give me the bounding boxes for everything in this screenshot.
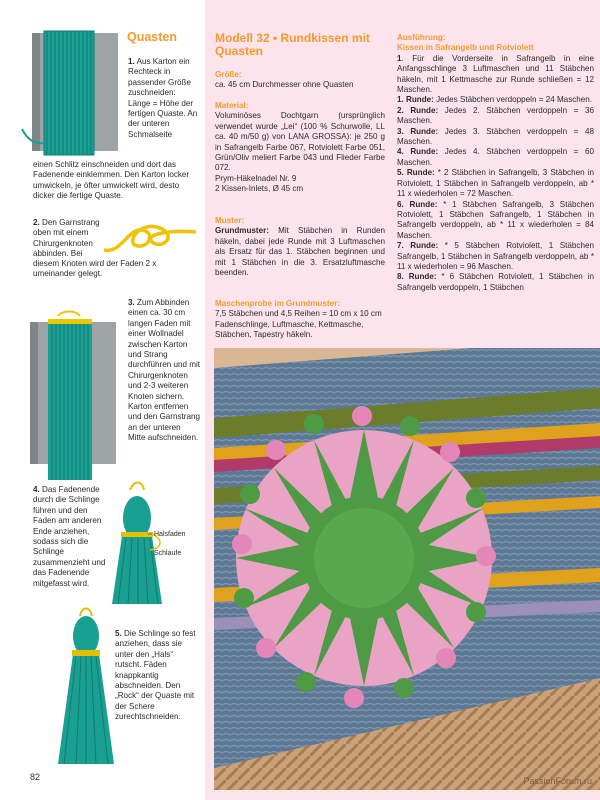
tassel-loop-illustration bbox=[112, 478, 202, 608]
model-title: Modell 32 • Rundkissen mit Quasten bbox=[215, 31, 370, 58]
gauge-section: Maschenprobe im Grundmuster: 7,5 Stäbchen und 4,5 Reihen = 10 cm x 10 cm Fadenschlinge, Luftmasche, Kettmasche, Stäbchen, Tapestry häkeln. bbox=[215, 299, 382, 340]
label-schlaufe: Schlaufe bbox=[154, 550, 182, 557]
step-2-text-b: diesem Knoten wird der Faden 2 x umeinander gelegt. bbox=[33, 259, 157, 279]
step-1-text-a: 1. Aus Karton ein Rechteck in passender Größe zuschneiden: Länge = Höhe der fertigen Quaste. An der unteren Schmalseite bbox=[128, 57, 198, 139]
step-1-text-b: einen Schlitz einschneiden und dort das Fadenende einklemmen. Den Karton locker umwickeln, je öfter umwickelt wird, desto dicker die fertige Quaste. bbox=[33, 160, 190, 201]
finished-tassel-illustration bbox=[56, 606, 116, 766]
material-section: Material: Voluminöses Dochtgarn (ursprünglich verwendet wurde „Lei“ (100 % Schurwolle, LL ca. 40 m/50 g) von LANA GROSSA): je 250 g in Safrangelb Farbe 067, Rotviolett Farbe 051, Grün/Oliv meliert Farbe 043 und Flieder Farbe 072. Prym-Häkelnadel Nr. 9 2 Kissen-Inlets, Ø 45 cm bbox=[215, 101, 385, 194]
watermark: PassionForum.ru bbox=[523, 776, 592, 786]
knot-illustration bbox=[100, 210, 200, 260]
tassel-heading: Quasten bbox=[127, 30, 178, 44]
tassel-illustration-cardboard bbox=[0, 25, 122, 170]
tied-strand-illustration bbox=[0, 292, 122, 487]
step-2-text-a: 2. Den Garnstrang oben mit einem Chirurgenknoten abbinden. Bei bbox=[33, 218, 100, 259]
page-number: 82 bbox=[30, 772, 41, 782]
step-5-text: 5. Die Schlinge so fest anziehen, dass sie unter den „Hals“ rutscht. Fäden knappkantig abschneiden. Den „Rock“ der Quaste mit der Schere zurechtschneiden. bbox=[115, 629, 196, 722]
size-section: Größe: ca. 45 cm Durchmesser ohne Quasten bbox=[215, 70, 354, 90]
label-halsfaden: Halsfaden bbox=[154, 531, 186, 538]
cushion-photo bbox=[214, 348, 600, 790]
step-4-text: 4. Das Fadenende durch die Schlinge führen und den Faden am anderen Ende anziehen, sodass sich die Schlinge zusammenzieht und das Fadenende mitgefasst wird. bbox=[33, 485, 106, 588]
pattern-section: Muster: Grundmuster: Mit Stäbchen in Runden häkeln, dabei jede Runde mit 3 Luftmaschen als Ersatz für das 1. Stäbchen beginnen und mit 1 Stäbchen in die 3. Ersatzluftmasche beenden. bbox=[215, 216, 386, 278]
instructions-section: Ausführung: Kissen in Safrangelb und Rotviolett 1. Für die Vorderseite in Safrangelb in eine Anfangsschlinge 3 Luftmaschen und 11 Stäbchen häkeln, mit 1 Kettmasche zur Runde schließen = 12 Maschen. 1. Runde: Jedes Stäbchen verdoppeln = 24 Maschen. 2. Runde: Jedes 2. Stäbchen verdoppeln = 36 Maschen. 3. Runde: Jedes 3. Stäbchen verdoppeln = 48 Maschen. 4. Runde: Jedes 4. Stäbchen verdoppeln = 60 Maschen. 5. Runde: * 2 Stäbchen in Safrangelb, 3 Stäbchen in Rotviolett, 1 Stäbchen in Safrangelb verdoppeln, ab * 11 x wiederholen = 72 Maschen. 6. Runde: * 1 Stäbchen Safrangelb, 3 Stäbchen Rotviolett, 1 Stäbchen Safrangelb, 1 Stäbchen in Safrangelb verdoppeln, ab * 11 x wiederholen = 84 Maschen. 7. Runde: * 5 Stäbchen Rotviolett, 1 Stäbchen Safrangelb, 1 Stäbchen in Safrangelb verdoppeln, ab * 11 x wiederholen = 96 Maschen. 8. Runde: * 6 Stäbchen Rotviolett, 1 Stäbchen in Safrangelb verdoppeln, 1 Stäbchen bbox=[397, 33, 594, 292]
step-3-text: 3. Zum Abbinden einen ca. 30 cm langen Faden mit einer Wollnadel zwischen Karton und Strang durchführen und mit Chirurgenknoten und 2-3 weiteren Knoten sichern. Karton entfernen und den Garnstrang an der unteren Mitte aufschneiden. bbox=[128, 298, 200, 443]
